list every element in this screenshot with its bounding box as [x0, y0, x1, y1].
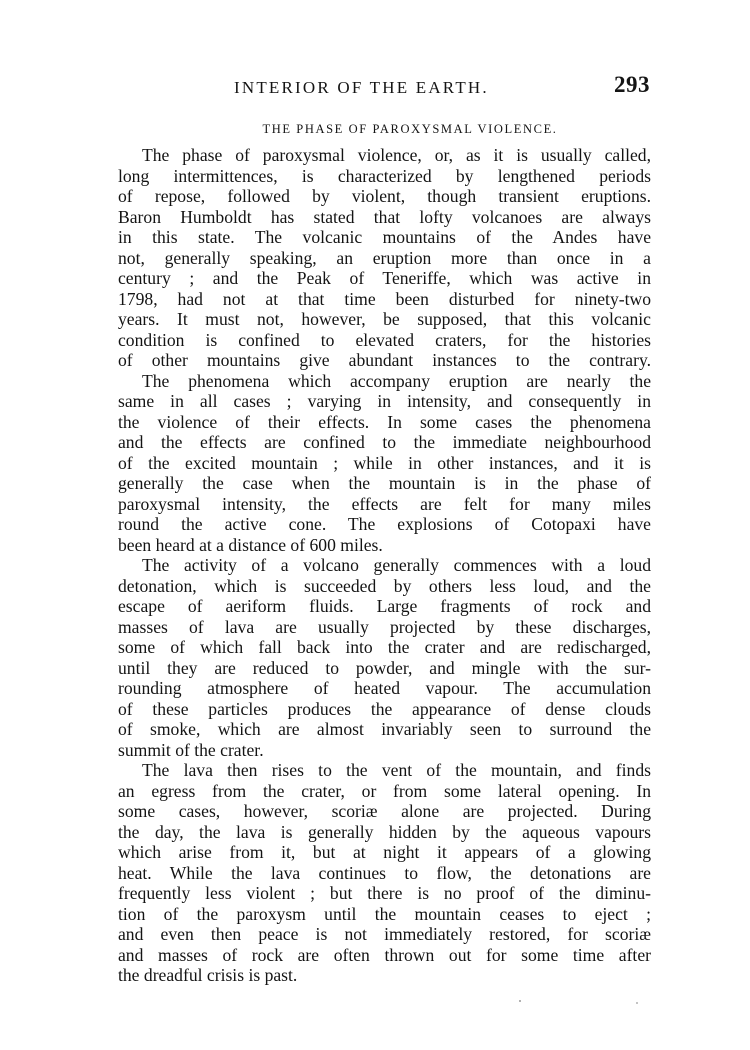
section-heading: [118, 122, 650, 137]
text-line: round the active cone. The explosions of Cotopaxi have: [118, 514, 651, 534]
text-line: until they are reduced to powder, and mingle with the sur-: [118, 657, 651, 678]
text-line: long intermittences, is characterized by lengthened periods: [118, 165, 651, 186]
body-text: [118, 145, 651, 986]
text-line: the day, the lava is generally hidden by the aqueous vapours: [118, 821, 651, 842]
text-line: detonation, which is succeeded by others less loud, and the: [118, 575, 651, 596]
section-heading-text: THE PHASE OF PAROXYSMAL VIOLENCE.: [262, 122, 558, 136]
paragraph-1: [118, 145, 651, 371]
text-line: of smoke, which are almost invariably seen to surround the: [118, 719, 651, 739]
text-line: and even then peace is not immediately restored, for scoriæ: [118, 924, 651, 944]
running-head: [118, 74, 650, 102]
text-line: 1798, had not at that time been disturbed for ninety-two: [118, 288, 651, 309]
speck-mark: [519, 1000, 521, 1002]
text-line: masses of lava are usually projected by these discharges,: [118, 616, 651, 637]
text-line: The lava then rises to the vent of the mountain, and finds: [142, 760, 651, 780]
running-head-title: INTERIOR OF THE EARTH.: [234, 78, 489, 97]
text-line: years. It must not, however, be supposed, that this volcanic: [118, 309, 651, 329]
text-line: tion of the paroxysm until the mountain ceases to eject ;: [118, 903, 651, 924]
paragraph-4: [118, 760, 651, 986]
text-line: The phenomena which accompany eruption are nearly the: [142, 370, 651, 391]
paragraph-3: [118, 555, 651, 760]
text-line: summit of the crater.: [118, 739, 264, 760]
text-line: of other mountains give abundant instances to the contrary.: [118, 350, 651, 370]
text-line: an egress from the crater, or from some lateral opening. In: [118, 780, 651, 801]
text-line: in this state. The volcanic mountains of the Andes have: [118, 227, 651, 247]
text-line: which arise from it, but at night it appears of a glowing: [118, 842, 651, 862]
page-number: 293: [614, 72, 650, 97]
text-line: Baron Humboldt has stated that lofty volcanoes are always: [118, 206, 651, 227]
text-line: the dreadful crisis is past.: [118, 965, 298, 985]
speck-mark: [636, 1002, 638, 1004]
text-line: paroxysmal intensity, the effects are felt for many miles: [118, 493, 651, 514]
text-line: been heard at a distance of 600 miles.: [118, 534, 383, 555]
text-line: some of which fall back into the crater and are redischarged,: [118, 637, 651, 657]
paragraph-2: [118, 371, 651, 556]
text-line: frequently less violent ; but there is no proof of the diminu-: [118, 883, 651, 903]
text-line: and masses of rock are often thrown out for some time after: [118, 944, 651, 965]
text-line: the violence of their effects. In some cases the phenomena: [118, 411, 651, 432]
text-line: century ; and the Peak of Teneriffe, which was active in: [118, 268, 651, 288]
text-line: The activity of a volcano generally commences with a loud: [142, 555, 651, 575]
text-line: escape of aeriform fluids. Large fragments of rock and: [118, 596, 651, 616]
text-line: of the excited mountain ; while in other instances, and it is: [118, 452, 651, 473]
text-line: rounding atmosphere of heated vapour. The accumulation: [118, 678, 651, 698]
text-line: and the effects are confined to the immediate neighbourhood: [118, 432, 651, 452]
text-line: The phase of paroxysmal violence, or, as it is usually called,: [142, 145, 651, 165]
text-line: same in all cases ; varying in intensity, and consequently in: [118, 391, 651, 411]
text-line: generally the case when the mountain is in the phase of: [118, 473, 651, 493]
text-line: of these particles produces the appearance of dense clouds: [118, 698, 651, 719]
text-line: of repose, followed by violent, though transient eruptions.: [118, 186, 651, 206]
text-line: condition is confined to elevated craters, for the histories: [118, 329, 651, 350]
text-line: heat. While the lava continues to flow, the detonations are: [118, 862, 651, 883]
text-line: some cases, however, scoriæ alone are projected. During: [118, 801, 651, 821]
text-line: not, generally speaking, an eruption more than once in a: [118, 247, 651, 268]
